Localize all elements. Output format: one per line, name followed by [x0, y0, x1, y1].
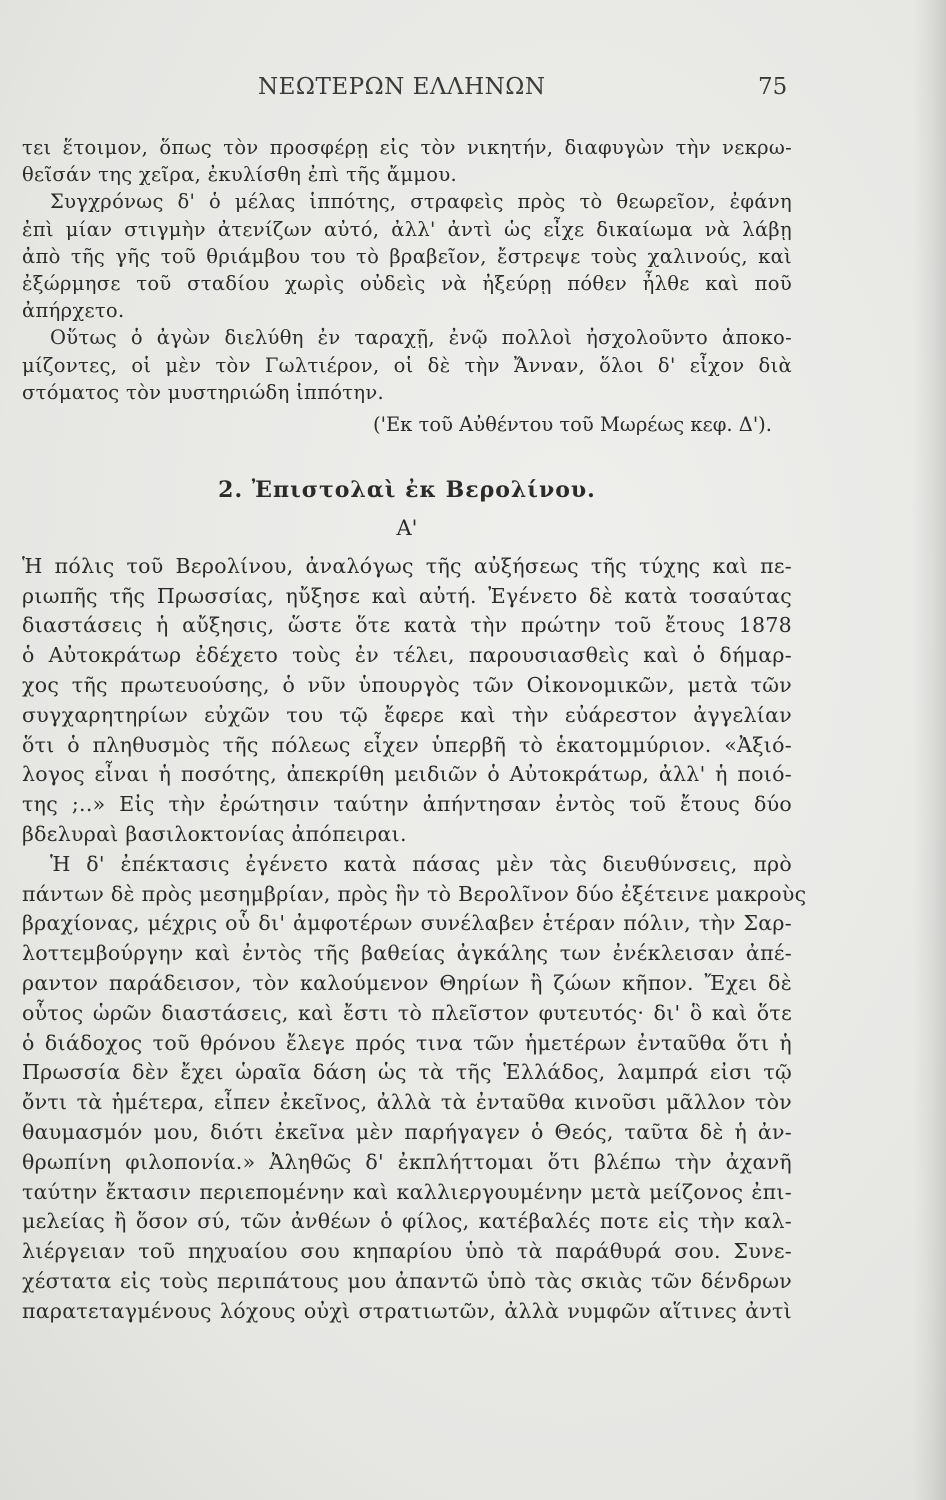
- text-line: μίζοντες, οἱ μὲν τὸν Γωλτιέρον, οἱ δὲ τὴν Ἄνναν, ὅλοι δ' εἶχον διὰ: [22, 353, 792, 377]
- page-header: [0, 74, 946, 108]
- text-line: ἐπὶ μίαν στιγμὴν ἀτενίζων αὐτό, ἀλλ' ἀντὶ ὡς εἶχε δικαίωμα νὰ λάβῃ: [22, 217, 792, 241]
- text-line: οὗτος ὡρῶν διαστάσεις, καὶ ἔστι τὸ πλεῖστον φυτευτός· δι' ὃ καὶ ὅτε: [22, 1000, 792, 1025]
- text-line: θρωπίνη φιλοπονία.» Ἀληθῶς δ' ἐκπλήττομαι ὅτι βλέπω τὴν ἀχανῆ: [22, 1149, 792, 1174]
- text-body: [22, 134, 807, 1327]
- text-line: της ;..» Εἰς τὴν ἐρώτησιν ταύτην ἀπήντησαν ἐντὸς τοῦ ἔτους δύο: [22, 792, 792, 817]
- page-number: 75: [758, 74, 788, 100]
- text-line: ὄντι τὰ ἡμέτερα, εἶπεν ἐκεῖνος, ἀλλὰ τὰ ἐνταῦθα κινοῦσι μᾶλλον τὸν: [22, 1090, 792, 1115]
- text-line: ὁ διάδοχος τοῦ θρόνου ἔλεγε πρός τινα τῶν ἡμετέρων ἐνταῦθα ὅτι ἡ: [22, 1030, 792, 1055]
- text-line: ταύτην ἔκτασιν περιεπομένην καὶ καλλιεργουμένην μετὰ μείζονος ἐπι-: [22, 1179, 792, 1204]
- text-line: στόματος τὸν μυστηριώδη ἱππότην.: [22, 380, 384, 404]
- text-line: Πρωσσία δὲν ἔχει ὡραῖα δάση ὡς τὰ τῆς Ἑλλάδος, λαμπρά εἰσι τῷ: [22, 1060, 792, 1085]
- text-line: Ἡ πόλις τοῦ Βερολίνου, ἀναλόγως τῆς αὐξήσεως τῆς τύχης καὶ πε-: [22, 553, 792, 578]
- text-line: θαυμασμόν μου, διότι ἐκεῖνα μὲν παρήγαγεν ὁ Θεός, ταῦτα δὲ ἡ ἀν-: [22, 1120, 792, 1145]
- text-line: ὅτι ὁ πληθυσμὸς τῆς πόλεως εἶχεν ὑπερβῆ τὸ ἑκατομμύριον. «Ἀξιό-: [22, 732, 792, 757]
- text-line: βραχίονας, μέχρις οὗ δι' ἀμφοτέρων συνέλαβεν ἑτέραν πόλιν, τὴν Σαρ-: [22, 911, 792, 936]
- text-line: πάντων δὲ πρὸς μεσημβρίαν, πρὸς ἣν τὸ Βερολῖνον δύο ἐξέτεινε μακροὺς: [22, 881, 807, 906]
- text-line: παρατεταγμένους λόχους οὐχὶ στρατιωτῶν, ἀλλὰ νυμφῶν αἵτινες ἀντὶ: [22, 1298, 792, 1323]
- text-line: λοττεμβούργην καὶ ἐντὸς τῆς βαθείας ἀγκάλης των ἐνέκλεισαν ἀπέ-: [22, 941, 792, 966]
- text-line: ἐξώρμησε τοῦ σταδίου χωρὶς οὐδεὶς νὰ ἠξεύρῃ πόθεν ἦλθε καὶ ποῦ: [22, 271, 792, 295]
- section-subtitle: Α': [396, 515, 418, 540]
- text-line: Οὕτως ὁ ἀγὼν διελύθη ἐν ταραχῇ, ἐνῷ πολλοὶ ἠσχολοῦντο ἀποκο-: [50, 326, 792, 350]
- text-line: ἀπὸ τῆς γῆς τοῦ θριάμβου του τὸ βραβεῖον, ἔστρεψε τοὺς χαλινούς, καὶ: [22, 244, 792, 268]
- text-line: ἀπήρχετο.: [22, 299, 125, 323]
- text-line: Ἡ δ' ἐπέκτασις ἐγένετο κατὰ πάσας μὲν τὰς διευθύνσεις, πρὸ: [50, 851, 792, 876]
- text-line: Συγχρόνως δ' ὁ μέλας ἱππότης, στραφεὶς πρὸς τὸ θεωρεῖον, ἐφάνη: [50, 190, 792, 214]
- paragraph-group-2: [22, 552, 807, 1327]
- text-line: συγχαρητηρίων εὐχῶν του τῷ ἔφερε καὶ τὴν εὐάρεστον ἀγγελίαν: [22, 702, 792, 727]
- paragraph-group-1: [22, 134, 792, 440]
- text-line: χος τῆς πρωτευούσης, ὁ νῦν ὑπουργὸς τῶν Οἰκονομικῶν, μετὰ τῶν: [22, 673, 792, 698]
- page-edge-shadow: [912, 0, 946, 1500]
- text-line: λογος εἶναι ἡ ποσότης, ἀπεκρίθη μειδιῶν ὁ Αὐτοκράτωρ, ἀλλ' ἡ ποιό-: [22, 762, 792, 787]
- text-line: μελείας ἢ ὅσον σύ, τῶν ἀνθέων ὁ φίλος, κατέβαλές ποτε εἰς τὴν καλ-: [22, 1209, 792, 1234]
- text-line: τει ἕτοιμον, ὅπως τὸν προσφέρῃ εἰς τὸν νικητήν, διαφυγὼν τὴν νεκρω-: [22, 136, 792, 159]
- source-citation: ('Εκ τοῦ Αὐθέντου τοῦ Μωρέως κεφ. Δ').: [372, 412, 772, 436]
- running-title: ΝΕΩΤΕΡΩΝ ΕΛΛΗΝΩΝ: [258, 74, 546, 100]
- text-line: ριωπῆς τῆς Πρωσσίας, ηὔξησε καὶ αὐτή. Ἐγένετο δὲ κατὰ τοσαύτας: [22, 583, 792, 608]
- section-title: 2. Ἐπιστολαὶ ἐκ Βερολίνου.: [218, 476, 596, 503]
- text-line: λιέργειαν τοῦ πηχυαίου σου κηπαρίου ὑπὸ τὰ παράθυρά σου. Συνε-: [22, 1239, 792, 1264]
- text-line: διαστάσεις ἡ αὔξησις, ὥστε ὅτε κατὰ τὴν πρώτην τοῦ ἔτους 1878: [22, 613, 792, 638]
- text-line: βδελυραὶ βασιλοκτονίας ἀπόπειραι.: [22, 822, 407, 847]
- text-line: θεῖσάν της χεῖρα, ἐκυλίσθη ἐπὶ τῆς ἄμμου.: [22, 163, 457, 187]
- text-line: ὁ Αὐτοκράτωρ ἐδέχετο τοὺς ἐν τέλει, παρουσιασθεὶς καὶ ὁ δήμαρ-: [22, 643, 792, 668]
- text-line: ραντον παράδεισον, τὸν καλούμενον Θηρίων ἢ ζώων κῆπον. Ἔχει δὲ: [22, 971, 792, 996]
- text-line: χέστατα εἰς τοὺς περιπάτους μου ἀπαντῶ ὑπὸ τὰς σκιὰς τῶν δένδρων: [22, 1269, 792, 1293]
